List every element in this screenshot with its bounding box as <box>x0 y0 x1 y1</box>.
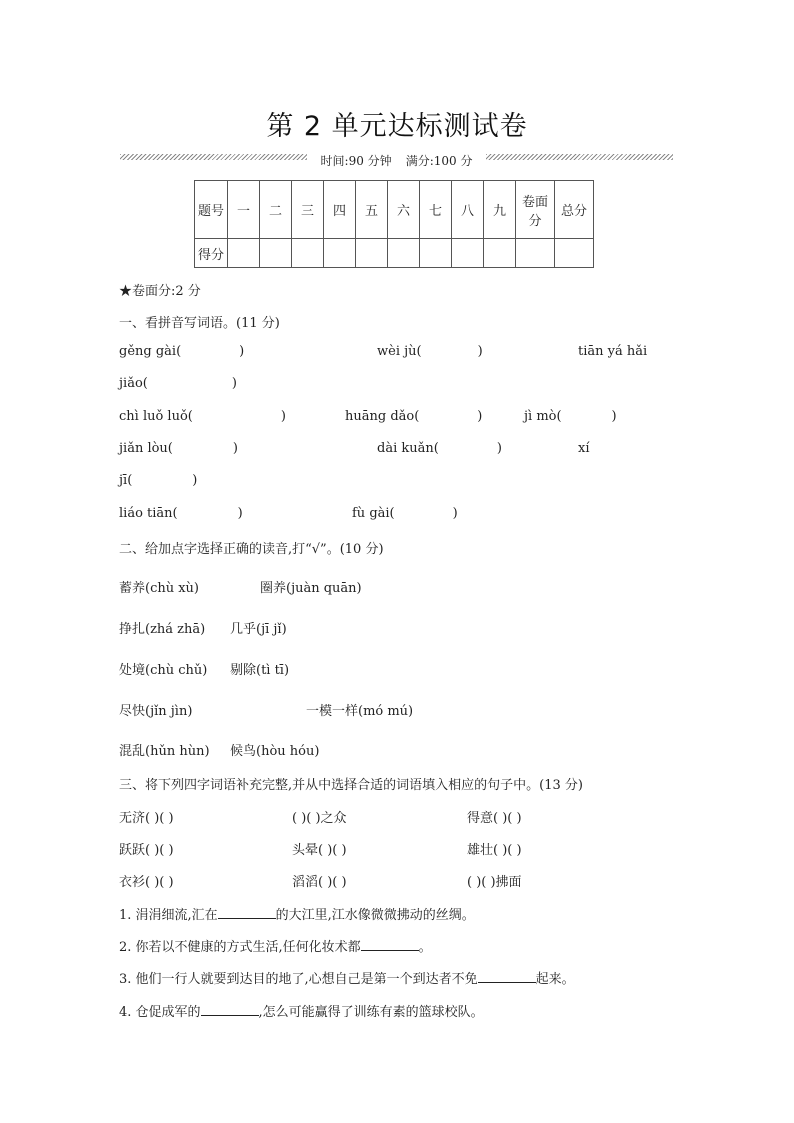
answer-blank[interactable] <box>478 970 536 983</box>
decorative-divider <box>120 154 307 160</box>
reading-choice[interactable]: 挣扎(zhá zhā) <box>119 622 206 637</box>
pinyin-item: wèi jù( ) <box>377 344 483 359</box>
score-header-cell: 八 <box>452 181 484 239</box>
reading-choice[interactable]: 尽快(jǐn jìn) <box>119 704 193 719</box>
score-header-cell: 一 <box>228 181 260 239</box>
idiom-fill[interactable]: ( )( )拂面 <box>467 875 522 890</box>
reading-choice[interactable]: 剔除(tì tī) <box>230 663 290 678</box>
exam-info-bar <box>120 150 673 170</box>
section2-heading: 二、给加点字选择正确的读音,打“√”。(10 分) <box>119 542 384 557</box>
decorative-divider <box>486 154 673 160</box>
pinyin-item: fù gài( ) <box>352 506 458 521</box>
pinyin-item: dài kuǎn( ) <box>377 441 502 456</box>
fill-sentence: 1. 涓涓细流,汇在 的大江里,江水像微微拂动的丝绸。 <box>119 908 475 923</box>
pinyin-item: xí <box>578 441 590 456</box>
pinyin-item: gěng gài( ) <box>119 344 245 359</box>
score-cell[interactable] <box>228 239 260 268</box>
pinyin-item: liáo tiān( ) <box>119 506 243 521</box>
score-header-cell: 总分 <box>555 181 594 239</box>
reading-choice[interactable]: 圈养(juàn quān) <box>260 581 362 596</box>
pinyin-item: chì luǒ luǒ( ) <box>119 409 286 424</box>
section3-heading: 三、将下列四字词语补充完整,并从中选择合适的词语填入相应的句子中。(13 分) <box>119 778 583 793</box>
answer-blank[interactable] <box>361 938 419 951</box>
exam-info <box>307 152 487 169</box>
fill-sentence: 4. 仓促成军的 ,怎么可能赢得了训练有素的篮球校队。 <box>119 1005 484 1020</box>
score-header-cell: 六 <box>388 181 420 239</box>
idiom-fill[interactable]: ( )( )之众 <box>292 811 347 826</box>
fill-sentence: 2. 你若以不健康的方式生活,任何化妆术都 。 <box>119 940 432 955</box>
score-cell[interactable] <box>292 239 324 268</box>
answer-blank[interactable] <box>218 906 276 919</box>
idiom-fill[interactable]: 得意( )( ) <box>467 811 522 826</box>
pinyin-item: tiān yá hǎi <box>578 344 648 359</box>
pinyin-item: jī( ) <box>119 473 198 488</box>
score-cell[interactable] <box>356 239 388 268</box>
reading-choice[interactable]: 一模一样(mó mú) <box>306 704 414 719</box>
neatness-note: ★卷面分:2 分 <box>119 284 201 299</box>
full-score: 满分:100 分 <box>405 153 473 168</box>
pinyin-item: jiǎo( ) <box>119 376 237 391</box>
reading-choice[interactable]: 处境(chù chǔ) <box>119 663 208 678</box>
reading-choice[interactable]: 蓄养(chù xù) <box>119 581 200 596</box>
idiom-fill[interactable]: 滔滔( )( ) <box>292 875 347 890</box>
score-cell[interactable] <box>484 239 516 268</box>
score-cell[interactable] <box>452 239 484 268</box>
score-cell[interactable] <box>260 239 292 268</box>
score-header-cell: 三 <box>292 181 324 239</box>
score-cell[interactable] <box>324 239 356 268</box>
score-header-cell: 九 <box>484 181 516 239</box>
reading-choice[interactable]: 几乎(jī jǐ) <box>230 622 287 637</box>
idiom-fill[interactable]: 头晕( )( ) <box>292 843 347 858</box>
time-limit: 时间:90 分钟 <box>320 153 392 168</box>
score-table <box>194 180 594 268</box>
score-cell[interactable] <box>388 239 420 268</box>
section1-heading: 一、看拼音写词语。(11 分) <box>119 316 280 331</box>
score-row-label: 得分 <box>195 239 228 268</box>
score-header-cell: 五 <box>356 181 388 239</box>
score-cell[interactable] <box>420 239 452 268</box>
idiom-fill[interactable]: 跃跃( )( ) <box>119 843 174 858</box>
pinyin-item: jiǎn lòu( ) <box>119 441 238 456</box>
page-title: 第 2 单元达标测试卷 <box>266 111 528 142</box>
answer-blank[interactable] <box>201 1003 259 1016</box>
score-header-cell: 题号 <box>195 181 228 239</box>
reading-choice[interactable]: 混乱(hǔn hùn) <box>119 744 210 759</box>
idiom-fill[interactable]: 衣衫( )( ) <box>119 875 174 890</box>
score-header-cell: 四 <box>324 181 356 239</box>
score-header-cell: 二 <box>260 181 292 239</box>
score-cell[interactable] <box>516 239 555 268</box>
pinyin-item: huāng dǎo( ) <box>345 409 483 424</box>
reading-choice[interactable]: 候鸟(hòu hóu) <box>230 744 320 759</box>
score-header-cell: 七 <box>420 181 452 239</box>
pinyin-item: jì mò( ) <box>524 409 617 424</box>
idiom-fill[interactable]: 雄壮( )( ) <box>467 843 522 858</box>
fill-sentence: 3. 他们一行人就要到达目的地了,心想自己是第一个到达者不免 起来。 <box>119 972 575 987</box>
idiom-fill[interactable]: 无济( )( ) <box>119 811 174 826</box>
score-header-cell: 卷面分 <box>516 181 555 239</box>
score-cell[interactable] <box>555 239 594 268</box>
